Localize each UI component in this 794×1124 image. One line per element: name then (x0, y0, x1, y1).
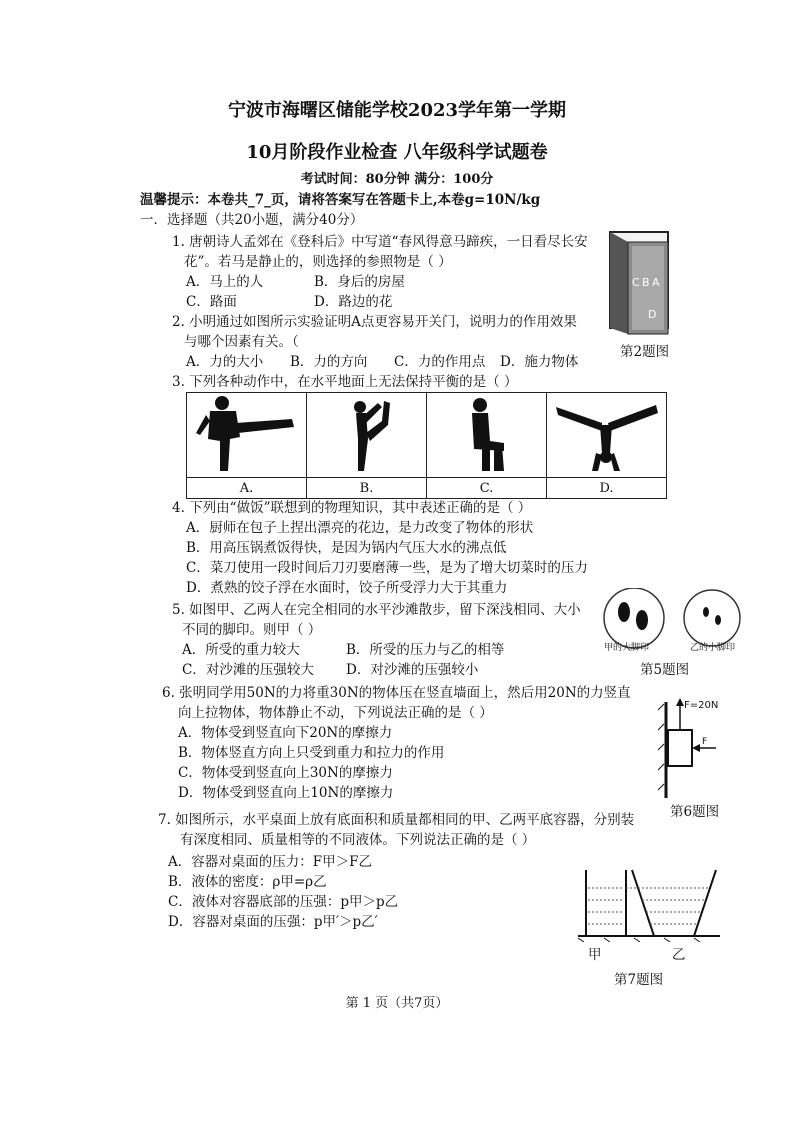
q5-option-d: D．对沙滩的压强较小 (346, 662, 479, 678)
q6-line1: 6. 张明同学用50N的力将重30N的物体压在竖直墙面上，然后用20N的力竖直 (162, 685, 631, 701)
q7-line2: 有深度相同、质量相等的不同液体。下列说法正确的是（ ） (180, 832, 536, 848)
q3-cell-c (427, 393, 547, 478)
q3-label-d: D. (547, 478, 667, 499)
exam-info: 考试时间：80分钟 满分：100分 (300, 172, 494, 187)
q3-line1: 3. 下列各种动作中，在水平地面上无法保持平衡的是（ ） (172, 374, 518, 390)
exam-title-subject: 10月阶段作业检查 八年级科学试题卷 (246, 142, 548, 163)
q1-option-a: A．马上的人 (186, 274, 264, 290)
q2-line2: 与哪个因素有关。（ (184, 334, 299, 350)
door-label-b: B (642, 276, 650, 289)
q5-option-a: A．所受的重力较大 (182, 642, 300, 658)
q4-line1: 4. 下列由“做饭”联想到的物理知识，其中表述正确的是（ ） (172, 500, 532, 516)
q5-option-b: B．所受的压力与乙的相等 (346, 642, 505, 658)
q2-caption: 第2题图 (620, 344, 670, 360)
q7-option-a: A．容器对桌面的压力：F甲＞F乙 (168, 854, 372, 870)
q3-label-a: A. (187, 478, 307, 499)
q4-option-a: A．厨师在包子上捏出漂亮的花边，是力改变了物体的形状 (186, 520, 534, 536)
q3-label-c: C. (427, 478, 547, 499)
q1-option-b: B．身后的房屋 (314, 274, 405, 290)
q2-option-c: C．力的作用点 (394, 354, 486, 370)
q5-line2: 不同的脚印。则甲（ ） (182, 622, 322, 638)
q3-label-b: B. (307, 478, 427, 499)
press-force-label: F (702, 737, 708, 747)
q6-option-a: A．物体受到竖直向下20N的摩擦力 (178, 725, 393, 741)
wall-force-figure (650, 698, 730, 802)
q1-option-c: C．路面 (186, 294, 237, 310)
q7-label-jia: 甲 (588, 947, 602, 963)
split-pose-icon (552, 393, 662, 473)
q3-cell-b (307, 393, 427, 478)
q6-caption: 第6题图 (670, 804, 720, 820)
door-label-d: D (648, 308, 657, 321)
q7-caption: 第7题图 (614, 972, 664, 988)
q4-option-b: B．用高压锅煮饭得快，是因为锅内气压大水的沸点低 (186, 540, 507, 556)
door-label-c: C (632, 276, 640, 289)
q5-line1: 5. 如图甲、乙两人在完全相同的水平沙滩散步，留下深浅相同、大小 (172, 602, 581, 618)
sitting-pose-icon (432, 393, 542, 473)
q5-label-jia: 甲的大脚印 (604, 642, 650, 652)
containers-figure (574, 866, 724, 942)
door-figure (604, 228, 674, 336)
pull-force-label: F=20N (684, 700, 719, 711)
door-label-a: A (652, 276, 660, 289)
q5-label-yi: 乙的小脚印 (690, 642, 736, 652)
q6-option-d: D．物体受到竖直向上10N的摩擦力 (178, 785, 394, 801)
q7-option-c: C．液体对容器底部的压强：p甲＞p乙 (168, 894, 399, 910)
exam-title-school: 宁波市海曙区储能学校2023学年第一学期 (227, 100, 567, 121)
q3-cell-d (547, 393, 667, 478)
q7-option-b: B．液体的密度：ρ甲=ρ乙 (168, 874, 327, 890)
q2-option-d: D．施力物体 (500, 354, 579, 370)
section-title: 一．选择题（共20小题，满分40分） (140, 212, 364, 228)
q5-caption: 第5题图 (640, 662, 690, 678)
exam-tips: 温馨提示：本卷共_7_页，请将答案写在答题卡上,本卷g=10N/kg (140, 192, 541, 208)
q6-option-c: C．物体受到竖直向上30N的摩擦力 (178, 765, 393, 781)
q7-label-yi: 乙 (672, 947, 686, 963)
q1-option-d: D．路边的花 (314, 294, 393, 310)
kick-pose-icon (192, 393, 302, 473)
q4-option-c: C．菜刀使用一段时间后刀刃要磨薄一些，是为了增大切菜时的压力 (186, 560, 588, 576)
page-footer: 第 1 页（共7页） (345, 996, 449, 1011)
q2-option-b: B．力的方向 (290, 354, 368, 370)
q1-line2: 花”。若马是静止的，则选择的参照物是（ ） (184, 254, 452, 270)
q7-line1: 7. 如图所示，水平桌面上放有底面积和质量都相同的甲、乙两平底容器，分别装 (158, 812, 635, 828)
q5-option-c: C．对沙滩的压强较大 (182, 662, 314, 678)
q4-option-d: D．煮熟的饺子浮在水面时，饺子所受浮力大于其重力 (186, 580, 508, 596)
q7-option-d: D．容器对桌面的压强：p甲′＞p乙′ (168, 914, 378, 930)
q6-option-b: B．物体竖直方向上只受到重力和拉力的作用 (178, 745, 445, 761)
leg-lift-pose-icon (312, 393, 422, 473)
q6-line2: 向上拉物体，物体静止不动，下列说法正确的是（ ） (178, 705, 493, 721)
q2-option-a: A．力的大小 (186, 354, 264, 370)
q2-line1: 2. 小明通过如图所示实验证明A点更容易开关门，说明力的作用效果 (172, 314, 577, 330)
q3-figure-table (186, 392, 667, 499)
q3-cell-a (187, 393, 307, 478)
q1-line1: 1. 唐朝诗人孟郊在《登科后》中写道“春风得意马蹄疾，一日看尽长安 (172, 234, 588, 250)
